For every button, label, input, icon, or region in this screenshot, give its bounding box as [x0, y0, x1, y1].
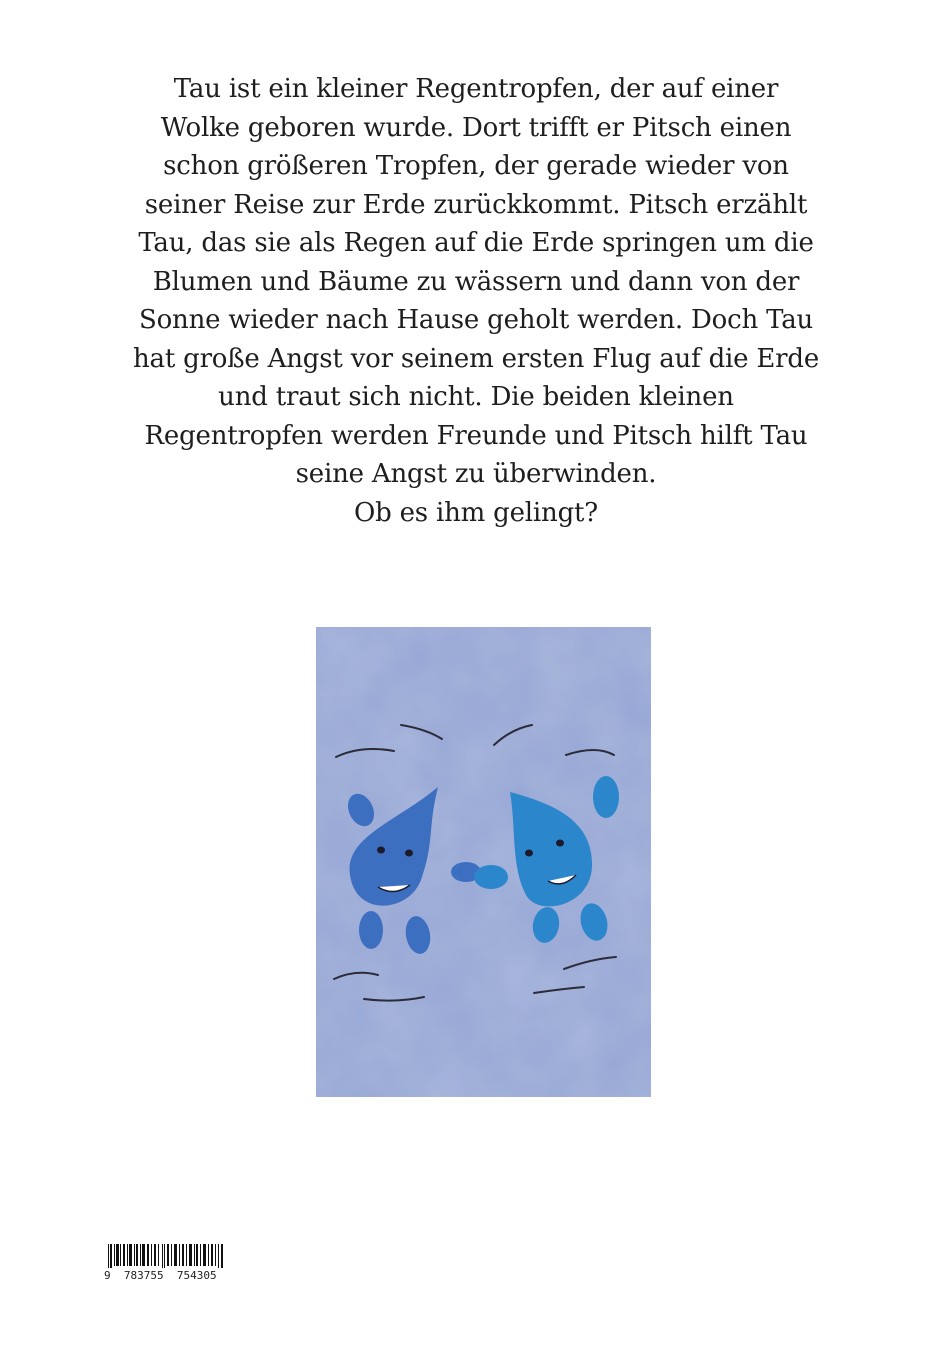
- back-cover-blurb: [120, 70, 832, 532]
- blurb-line: Tau, das sie als Regen auf die Erde springen um die: [138, 228, 814, 258]
- barcode-bars: [104, 1244, 230, 1268]
- raindrops-painting: [316, 627, 651, 1097]
- blurb-line: Blumen und Bäume zu wässern und dann von der: [152, 266, 800, 297]
- isbn-digits: 9 783755 754305: [104, 1269, 217, 1282]
- blurb-line: seiner Reise zur Erde zurückkommt. Pitsch erzählt: [144, 189, 808, 220]
- blurb-line: Regentropfen werden Freunde und Pitsch hilft Tau: [144, 420, 808, 451]
- blurb-line: seine Angst zu überwinden.: [295, 459, 657, 489]
- isbn-barcode: [104, 1244, 230, 1284]
- blurb-line: schon größeren Tropfen, der gerade wieder von: [163, 151, 789, 181]
- blurb-line: Sonne wieder nach Hause geholt werden. Doch Tau: [138, 305, 814, 335]
- blurb-line: hat große Angst vor seinem ersten Flug auf die Erde: [132, 343, 820, 374]
- blurb-line: Wolke geboren wurde. Dort trifft er Pitsch einen: [160, 112, 792, 143]
- blurb-line: Ob es ihm gelingt?: [353, 497, 599, 528]
- raindrops-illustration: [316, 627, 651, 1097]
- blurb-line: und traut sich nicht. Die beiden kleinen: [218, 382, 734, 412]
- blurb-line: Tau ist ein kleiner Regentropfen, der auf einer: [173, 74, 779, 104]
